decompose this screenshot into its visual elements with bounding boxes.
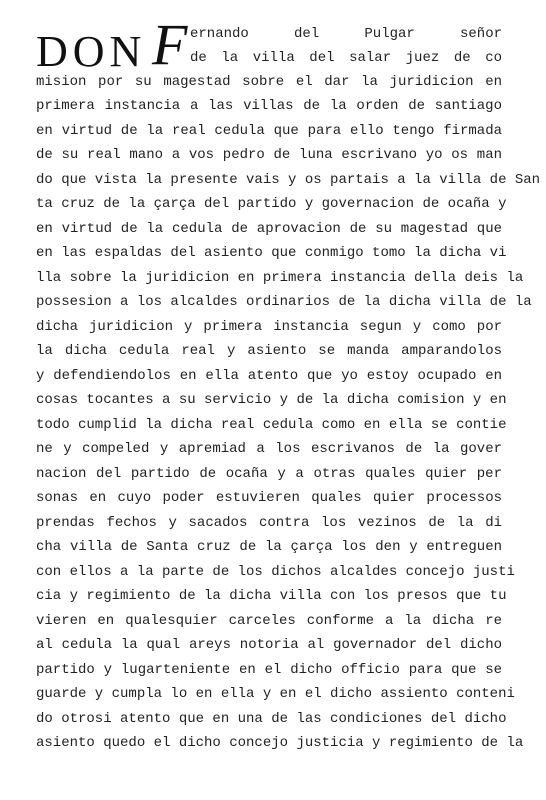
text-line: cosas tocantes a su servicio y de la dicha comision y en	[36, 392, 507, 408]
text-line: de su real mano a vos pedro de luna escrivano yo os man	[36, 147, 502, 163]
text-line: dicha juridicion y primera instancia segun y como por	[36, 319, 502, 335]
text-line: al cedula la qual areys notoria al governador del dicho	[36, 637, 502, 653]
text-line: todo cumplid la dicha real cedula como en ella se contie	[36, 417, 507, 433]
text-line: ne y compeled y apremiad a los escrivanos de la gover	[36, 441, 502, 457]
text-line: en las espaldas del asiento que conmigo tomo la dicha vi	[36, 245, 507, 261]
text-line: ta cruz de la çarça del partido y governacion de ocaña y	[36, 196, 507, 212]
heading-don: DON	[36, 27, 147, 76]
text-line: cia y regimiento de la dicha villa con los presos que tu	[36, 588, 507, 604]
text-line: primera instancia a las villas de la orden de santiago	[36, 98, 502, 114]
text-line: partido y lugarteniente en el dicho officio para que se	[36, 662, 502, 678]
text-line: possesion a los alcaldes ordinarios de la dicha villa de la	[36, 294, 532, 310]
text-line: do otrosi atento que en una de las condiciones del dicho	[36, 711, 507, 727]
text-line: asiento quedo el dicho concejo justicia y regimiento de la	[36, 735, 524, 751]
text-line: y defendiendolos en ella atento que yo estoy ocupado en	[36, 368, 502, 384]
text-line: guarde y cumpla lo en ella y en el dicho assiento conteni	[36, 686, 515, 702]
text-line: nacion del partido de ocaña y a otras quales quier per	[36, 466, 502, 482]
text-line: vieren en qualesquier carceles conforme a la dicha re	[36, 613, 502, 629]
text-line: sonas en cuyo poder estuvieren quales quier processos	[36, 490, 502, 506]
text-line: cha villa de Santa cruz de la çarça los den y entreguen	[36, 539, 502, 555]
text-line: mision por su magestad sobre el dar la juridicion en	[36, 74, 502, 90]
text-line: de la villa del salar juez de co	[190, 50, 502, 66]
text-line: con ellos a la parte de los dichos alcaldes concejo justi	[36, 564, 515, 580]
text-line: lla sobre la juridicion en primera instancia della deis la	[36, 270, 524, 286]
decorated-initial: F	[152, 12, 188, 77]
text-line: en virtud de la real cedula que para ello tengo firmada	[36, 123, 502, 139]
text-line: prendas fechos y sacados contra los vezinos de la di	[36, 515, 502, 531]
text-line: la dicha cedula real y asiento se manda amparandolos	[36, 343, 502, 359]
text-line: ernando del Pulgar señor	[190, 26, 502, 42]
text-line: do que vista la presente vais y os partais a la villa de San	[36, 172, 541, 188]
text-line: en virtud de la cedula de aprovacion de su magestad que	[36, 221, 502, 237]
